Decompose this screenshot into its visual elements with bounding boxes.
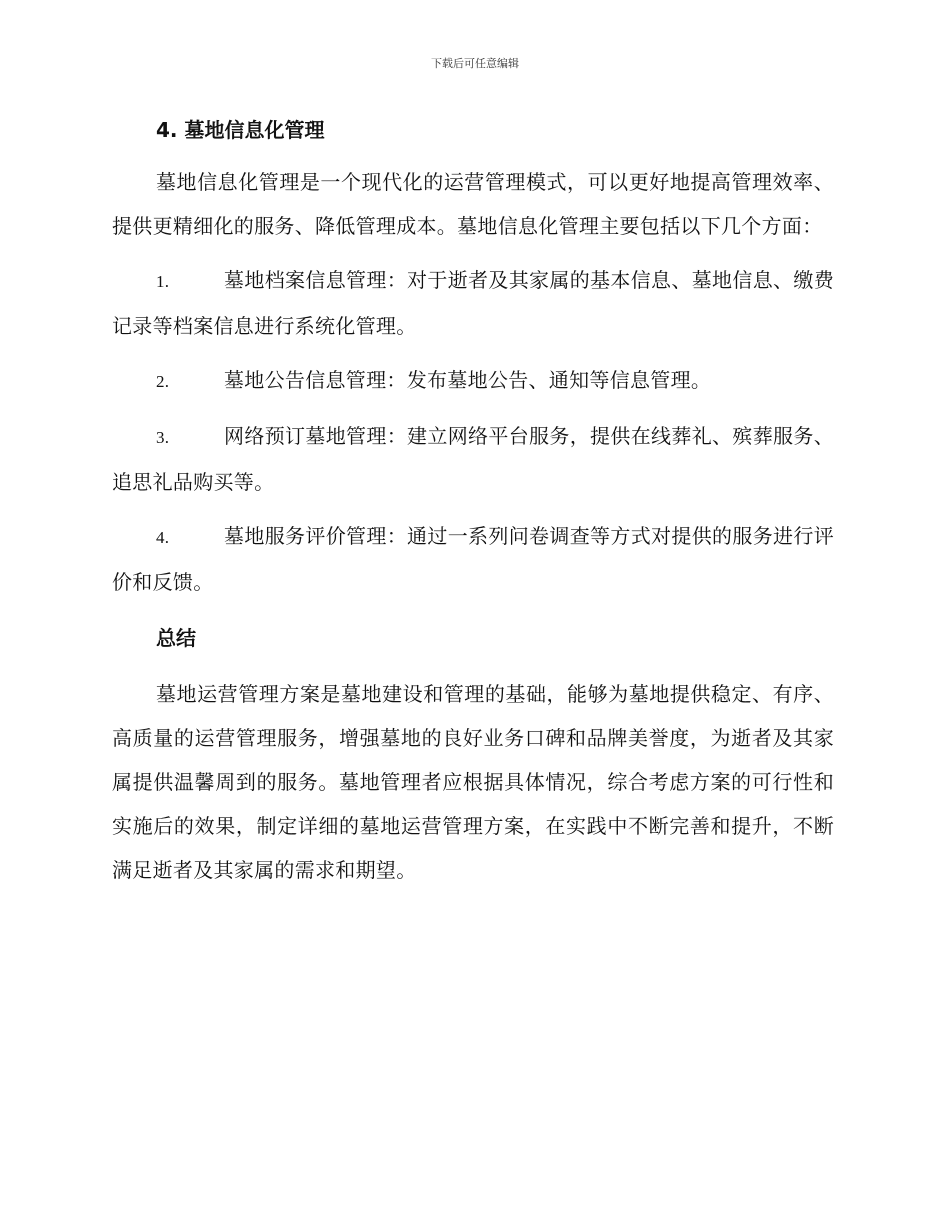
list-item-number: 1. xyxy=(156,272,170,291)
summary-title: 总结 xyxy=(156,626,196,650)
list-item-number: 4. xyxy=(156,528,170,547)
list-item xyxy=(112,258,834,348)
page-header: 下载后可任意编辑 xyxy=(431,57,519,70)
list-item-text: 墓地服务评价管理：通过一系列问卷调查等方式对提供的服务进行评价和反馈。 xyxy=(112,524,834,594)
list-item-number: 2. xyxy=(156,372,170,391)
list-item xyxy=(112,414,834,504)
list-item xyxy=(112,514,834,604)
section-title: 4. 墓地信息化管理 xyxy=(156,118,325,142)
list-item-text: 墓地档案信息管理：对于逝者及其家属的基本信息、墓地信息、缴费记录等档案信息进行系统化管理。 xyxy=(112,268,834,338)
list-item-text: 网络预订墓地管理：建立网络平台服务，提供在线葬礼、殡葬服务、追思礼品购买等。 xyxy=(112,424,834,494)
list-item-number: 3. xyxy=(156,428,170,447)
document-body xyxy=(112,112,834,892)
list-item-text: 墓地公告信息管理：发布墓地公告、通知等信息管理。 xyxy=(224,368,712,392)
intro-paragraph: 墓地信息化管理是一个现代化的运营管理模式，可以更好地提高管理效率、提供更精细化的服务、降低管理成本。墓地信息化管理主要包括以下几个方面： xyxy=(112,170,834,238)
summary-paragraph: 墓地运营管理方案是墓地建设和管理的基础，能够为墓地提供稳定、有序、高质量的运营管理服务，增强墓地的良好业务口碑和品牌美誉度，为逝者及其家属提供温馨周到的服务。墓地管理者应根据具体情况，综合考虑方案的可行性和实施后的效果，制定详细的墓地运营管理方案，在实践中不断完善和提升，不断满足逝者及其家属的需求和期望。 xyxy=(112,682,834,882)
list-item xyxy=(112,358,834,404)
